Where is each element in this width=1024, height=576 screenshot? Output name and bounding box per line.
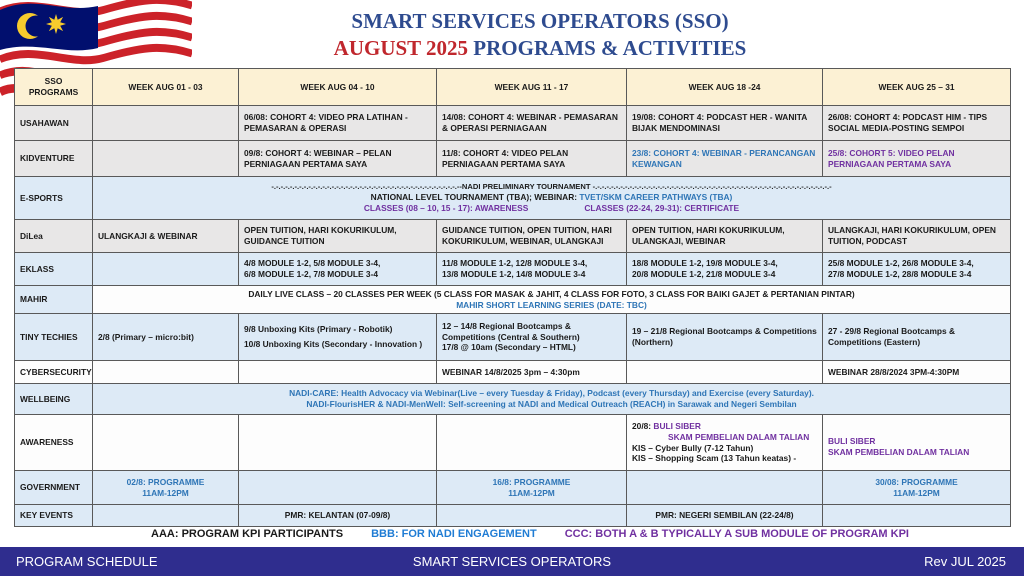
cell-dilea-w2: OPEN TUITION, HARI KOKURIKULUM, GUIDANCE TUITION <box>239 220 437 253</box>
row-key-events <box>15 505 1011 527</box>
cell-dilea-w3: GUIDANCE TUITION, OPEN TUITION, HARI KOKURIKULUM, WEBINAR, ULANGKAJI <box>437 220 627 253</box>
footer-center-label: SMART SERVICES OPERATORS <box>412 554 612 569</box>
eklass-w2-line1: 4/8 MODULE 1-2, 5/8 MODULE 3-4, <box>244 258 381 269</box>
legend-bbb: BBB: FOR NADI ENGAGEMENT <box>371 528 537 540</box>
footer-bar <box>0 547 1024 576</box>
cell-gov-w1 <box>93 471 239 505</box>
row-label-government: GOVERNMENT <box>15 471 93 505</box>
page-title <box>200 8 880 63</box>
eklass-w4-line1: 18/8 MODULE 1-2, 19/8 MODULE 3-4, <box>632 258 778 269</box>
cell-eklass-w4 <box>627 253 823 286</box>
esports-national-line <box>98 192 1005 203</box>
wellbeing-flourisher-text: NADI-FlourisHER & NADI-MenWell: Self-screening at NADI and Medical Outreach (REACH) in Sarawak and Negeri Sembilan <box>306 399 797 409</box>
cell-cyber-w4 <box>627 361 823 384</box>
cell-usahawan-w3: 14/08: COHORT 4: WEBINAR - PEMASARAN & OPERASI PERNIAGAAN <box>437 106 627 141</box>
cell-awareness-w1 <box>93 415 239 471</box>
row-label-esports: E-SPORTS <box>15 177 93 220</box>
row-awareness <box>15 415 1011 471</box>
row-label-awareness: AWARENESS <box>15 415 93 471</box>
col-header-week4: WEEK AUG 18 -24 <box>627 69 823 106</box>
row-government <box>15 471 1011 505</box>
legend-aaa: AAA: PROGRAM KPI PARTICIPANTS <box>151 528 344 540</box>
gov-w1-line1: 02/8: PROGRAMME <box>126 476 205 487</box>
cell-tiny-w4: 19 – 21/8 Regional Bootcamps & Competitions (Northern) <box>627 314 823 361</box>
awareness-w5-line1: BULI SIBER <box>828 435 876 446</box>
row-label-dilea: DiLea <box>15 220 93 253</box>
gov-w1-line2: 11AM-12PM <box>142 487 189 498</box>
awareness-w5-line2: SKAM PEMBELIAN DALAM TALIAN <box>828 446 970 457</box>
awareness-kis-cyberbully: KIS – Cyber Bully (7-12 Tahun) <box>632 442 754 453</box>
gov-w5-line1: 30/08: PROGRAMME <box>875 476 958 487</box>
row-label-kidventure: KIDVENTURE <box>15 141 93 177</box>
row-label-tiny-techies: TINY TECHIES <box>15 314 93 361</box>
cell-eklass-w1 <box>93 253 239 286</box>
cell-kidventure-w2: 09/8: COHORT 4: WEBINAR – PELAN PERNIAGAAN PERTAMA SAYA <box>239 141 437 177</box>
cell-dilea-w4: OPEN TUITION, HARI KOKURIKULUM, ULANGKAJI, WEBINAR <box>627 220 823 253</box>
mahir-daily-class-text: DAILY LIVE CLASS – 20 CLASSES PER WEEK (5 CLASS FOR MASAK & JAHIT, 4 CLASS FOR FOTO, 3 CLASS FOR BAIKI GAJET & PERTANIAN PINTAR) <box>248 288 855 299</box>
awareness-buli-siber: BULI SIBER <box>653 420 701 431</box>
cell-usahawan-w2: 06/08: COHORT 4: VIDEO PRA LATIHAN - PEMASARAN & OPERASI <box>239 106 437 141</box>
cell-eklass-w3 <box>437 253 627 286</box>
eklass-w3-line2: 13/8 MODULE 1-2, 14/8 MODULE 3-4 <box>442 269 586 279</box>
awareness-w4-line1 <box>632 421 817 432</box>
col-header-programs: SSO PROGRAMS <box>15 69 93 106</box>
cell-wellbeing-span <box>93 384 1011 415</box>
row-esports <box>15 177 1011 220</box>
cell-awareness-w5 <box>823 415 1011 471</box>
cell-usahawan-w5: 26/08: COHORT 4: PODCAST HIM - TIPS SOCIAL MEDIA-POSTING SEMPOI <box>823 106 1011 141</box>
cell-gov-w3 <box>437 471 627 505</box>
cell-esports-span <box>93 177 1011 220</box>
cell-eklass-w5 <box>823 253 1011 286</box>
cell-mahir-span <box>93 286 1011 314</box>
tiny-w2-line1: 9/8 Unboxing Kits (Primary - Robotik) <box>244 324 393 335</box>
title-month: AUGUST 2025 <box>333 36 469 61</box>
cell-dilea-w5: ULANGKAJI, HARI KOKURIKULUM, OPEN TUITION, PODCAST <box>823 220 1011 253</box>
esports-pathways-link: TVET/SKM CAREER PATHWAYS (TBA) <box>579 192 733 202</box>
row-dilea <box>15 220 1011 253</box>
wellbeing-nadi-care-text: NADI-CARE: Health Advocacy via Webinar(Live – every Tuesday & Friday), Podcast (every Thursday) and Exercise (every Saturday). <box>289 388 814 399</box>
row-label-eklass: EKLASS <box>15 253 93 286</box>
col-header-week1: WEEK AUG 01 - 03 <box>93 69 239 106</box>
cell-tiny-w5: 27 - 29/8 Regional Bootcamps & Competitions (Eastern) <box>823 314 1011 361</box>
esports-tournament-line: -.-.-.-.-.-.-.-.-.-.-.-.-.-.-.-.-.-.-.-.-.-.-.-.-.-.-.-.-.-.-.-.-.-.-.-.-.-.-.-.--NADI PRELIMINARY TOURNAMENT -.-.-.-.-.-.-.-.-.-.-.-.-.-.-.-.-.-.-.-.-.-.-.-.-.-.-.-.-.-.-.-.-.-.-.-.-.-.-.-.-.-.-.-.-.-.-.-.-.-.-.- <box>271 182 832 192</box>
row-tiny-techies <box>15 314 1011 361</box>
cell-awareness-w2 <box>239 415 437 471</box>
cell-kidventure-w4: 23/8: COHORT 4: WEBINAR - PERANCANGAN KEWANGAN <box>627 141 823 177</box>
row-eklass <box>15 253 1011 286</box>
cell-keyevents-w3 <box>437 505 627 527</box>
tiny-w3-line1: 12 – 14/8 Regional Bootcamps & Competitions (Central & Southern) <box>442 320 580 342</box>
legend <box>0 528 1024 540</box>
row-cybersecurity <box>15 361 1011 384</box>
title-suffix: PROGRAMS & ACTIVITIES <box>468 36 747 61</box>
cell-kidventure-w1 <box>93 141 239 177</box>
esports-classes-line <box>98 203 1005 214</box>
row-label-key-events: KEY EVENTS <box>15 505 93 527</box>
title-line1: SMART SERVICES OPERATORS (SSO) <box>351 9 729 33</box>
col-header-week2: WEEK AUG 04 - 10 <box>239 69 437 106</box>
cell-usahawan-w4: 19/08: COHORT 4: PODCAST HER - WANITA BIJAK MENDOMINASI <box>627 106 823 141</box>
tiny-w2-line2: 10/8 Unboxing Kits (Secondary - Innovation ) <box>244 339 423 349</box>
awareness-date: 20/8: <box>632 420 654 431</box>
row-label-cybersecurity: CYBERSECURITY <box>15 361 93 384</box>
legend-ccc: CCC: BOTH A & B TYPICALLY A SUB MODULE OF PROGRAM KPI <box>564 528 909 540</box>
cell-keyevents-w1 <box>93 505 239 527</box>
cell-kidventure-w3: 11/8: COHORT 4: VIDEO PELAN PERNIAGAAN PERTAMA SAYA <box>437 141 627 177</box>
esports-classes-awareness: CLASSES (08 – 10, 15 - 17): AWARENESS <box>363 202 529 213</box>
cell-cyber-w3: WEBINAR 14/8/2025 3pm – 4:30pm <box>437 361 627 384</box>
eklass-w5-line1: 25/8 MODULE 1-2, 26/8 MODULE 3-4, <box>828 258 974 269</box>
row-label-mahir: MAHIR <box>15 286 93 314</box>
col-header-week3: WEEK AUG 11 - 17 <box>437 69 627 106</box>
cell-usahawan-w1 <box>93 106 239 141</box>
mahir-short-series-text: MAHIR SHORT LEARNING SERIES (DATE: TBC) <box>456 299 647 310</box>
cell-cyber-w1 <box>93 361 239 384</box>
cell-gov-w2 <box>239 471 437 505</box>
cell-eklass-w2 <box>239 253 437 286</box>
header-row <box>15 69 1011 106</box>
title-line2 <box>200 35 880 62</box>
cell-cyber-w2 <box>239 361 437 384</box>
gov-w5-line2: 11AM-12PM <box>893 487 940 498</box>
awareness-kis-shopping: KIS – Shopping Scam (13 Tahun keatas) - <box>632 453 797 464</box>
cell-awareness-w3 <box>437 415 627 471</box>
esports-national-text: NATIONAL LEVEL TOURNAMENT (TBA); WEBINAR: <box>370 192 580 202</box>
cell-keyevents-w2: PMR: KELANTAN (07-09/8) <box>239 505 437 527</box>
cell-kidventure-w5: 25/8: COHORT 5: VIDEO PELAN PERNIAGAAN PERTAMA SAYA <box>823 141 1011 177</box>
cell-tiny-w3 <box>437 314 627 361</box>
awareness-skam-text: SKAM PEMBELIAN DALAM TALIAN <box>668 431 810 442</box>
cell-dilea-w1: ULANGKAJI & WEBINAR <box>93 220 239 253</box>
cell-tiny-w2 <box>239 314 437 361</box>
row-mahir <box>15 286 1011 314</box>
cell-keyevents-w4: PMR: NEGERI SEMBILAN (22-24/8) <box>627 505 823 527</box>
cell-tiny-w1: 2/8 (Primary – micro:bit) <box>93 314 239 361</box>
row-label-usahawan: USAHAWAN <box>15 106 93 141</box>
eklass-w3-line1: 11/8 MODULE 1-2, 12/8 MODULE 3-4, <box>442 258 588 269</box>
eklass-w2-line2: 6/8 MODULE 1-2, 7/8 MODULE 3-4 <box>244 269 379 279</box>
row-kidventure <box>15 141 1011 177</box>
eklass-w5-line2: 27/8 MODULE 1-2, 28/8 MODULE 3-4 <box>828 269 972 279</box>
gov-w3-line1: 16/8: PROGRAMME <box>492 476 571 487</box>
row-wellbeing <box>15 384 1011 415</box>
cell-gov-w4 <box>627 471 823 505</box>
tiny-w3-line2: 17/8 @ 10am (Secondary – HTML) <box>442 342 576 353</box>
cell-cyber-w5: WEBINAR 28/8/2024 3PM-4:30PM <box>823 361 1011 384</box>
row-usahawan <box>15 106 1011 141</box>
cell-gov-w5 <box>823 471 1011 505</box>
row-label-wellbeing: WELLBEING <box>15 384 93 415</box>
cell-keyevents-w5 <box>823 505 1011 527</box>
schedule-table <box>14 68 1011 527</box>
footer-left-label: PROGRAM SCHEDULE <box>16 554 158 569</box>
footer-revision-label: Rev JUL 2025 <box>924 554 1006 569</box>
esports-classes-certificate: CLASSES (22-24, 29-31): CERTIFICATE <box>584 202 740 213</box>
gov-w3-line2: 11AM-12PM <box>508 487 555 498</box>
cell-awareness-w4 <box>627 415 823 471</box>
col-header-week5: WEEK AUG 25 – 31 <box>823 69 1011 106</box>
eklass-w4-line2: 20/8 MODULE 1-2, 21/8 MODULE 3-4 <box>632 269 776 279</box>
